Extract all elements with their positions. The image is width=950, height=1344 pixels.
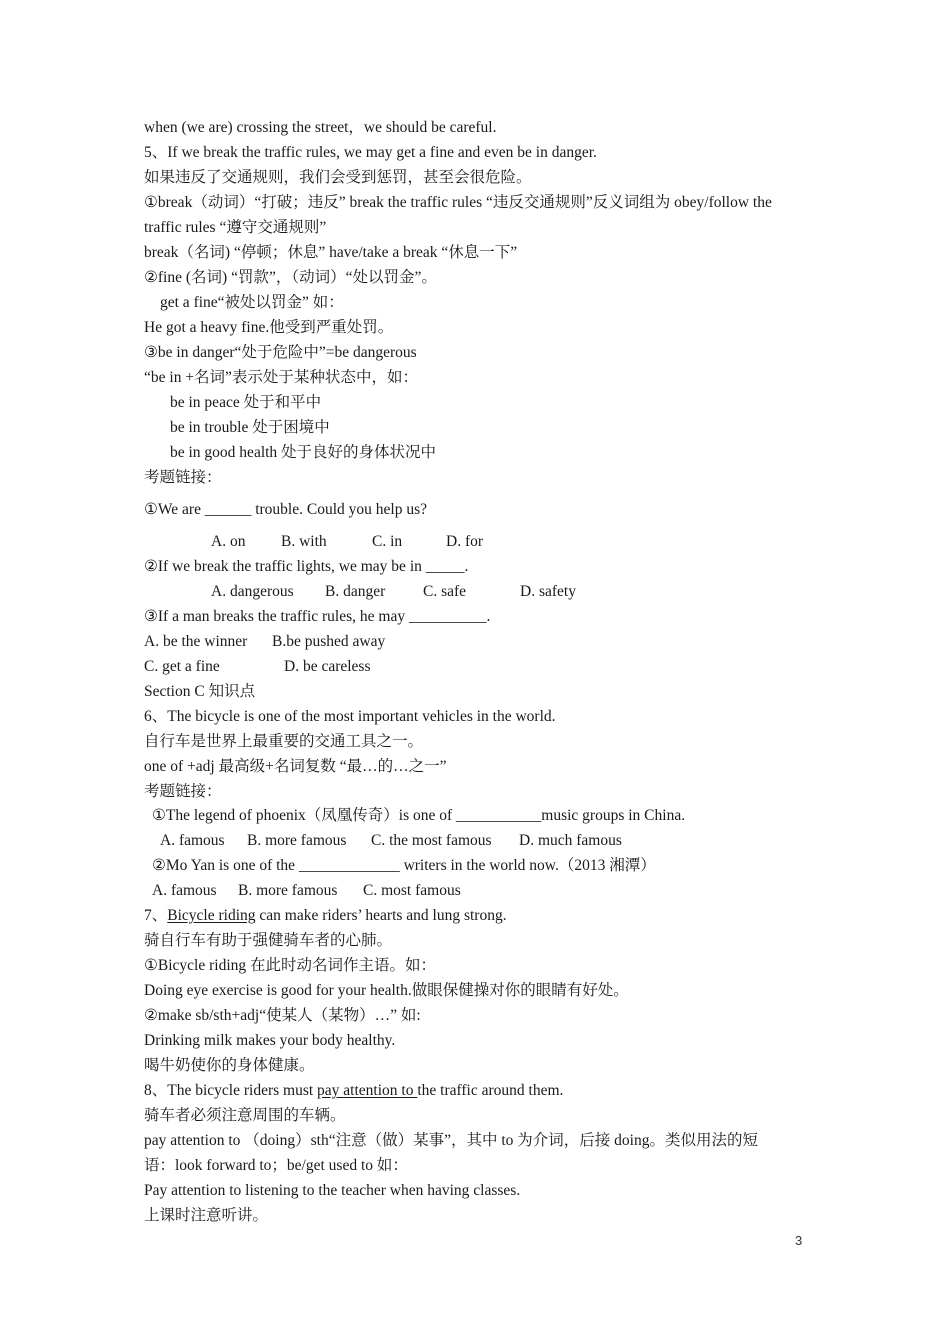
question-2-options: [211, 582, 576, 602]
question-3-options-row-1: [144, 632, 385, 652]
option: C. most famous: [363, 882, 461, 899]
example-sentence: Drinking milk makes your body healthy.: [144, 1032, 396, 1049]
example-phrase: be in good health 处于良好的身体状况中: [170, 444, 437, 461]
option: D. be careless: [284, 658, 371, 675]
question-phoenix: ①The legend of phoenix（凤凰传奇）is one of ___________music groups in China.: [152, 807, 686, 824]
example-phrase: be in trouble 处于困境中: [170, 419, 330, 436]
option: A. famous: [152, 882, 217, 899]
example-translation: 喝牛奶使你的身体健康。: [144, 1057, 315, 1074]
note-get-a-fine: get a fine“被处以罚金” 如：: [160, 294, 344, 311]
note-make-sb: ②make sb/sth+adj“使某人（某物）…” 如:: [144, 1007, 421, 1024]
question-1: ①We are ______ trouble. Could you help us?: [144, 501, 427, 518]
example-sentence: He got a heavy fine.他受到严重处罚。: [144, 319, 394, 336]
question-2: ②If we break the traffic lights, we may be in _____.: [144, 558, 469, 575]
note-break-verb: ①break（动词）“打破；违反” break the traffic rules “违反交通规则”反义词组为 obey/follow the: [144, 194, 772, 211]
note-break-noun: break（名词) “停顿；休息” have/take a break “休息一下”: [144, 244, 518, 261]
note-one-of: one of +adj 最高级+名词复数 “最…的…之一”: [144, 758, 447, 775]
question-3-options-row-2: [144, 657, 371, 677]
note-be-in-noun: “be in +名词”表示处于某种状态中，如：: [144, 369, 418, 386]
option: D. for: [446, 533, 484, 550]
sentence-start: 8、The bicycle riders must: [144, 1082, 318, 1099]
question-phoenix-options: [160, 831, 622, 851]
example-sentence: Pay attention to listening to the teacher when having classes.: [144, 1182, 521, 1199]
question-mo-yan: ②Mo Yan is one of the _____________ writers in the world now.（2013 湘潭）: [152, 857, 656, 874]
example-translation: 上课时注意听讲。: [144, 1207, 269, 1224]
example-phrase: be in peace 处于和平中: [170, 394, 322, 411]
option: B. with: [281, 533, 327, 550]
item-6-translation: 自行车是世界上最重要的交通工具之一。: [144, 733, 424, 750]
option: D. much famous: [519, 832, 622, 849]
note-be-in-danger: ③be in danger“处于危险中”=be dangerous: [144, 344, 417, 361]
item-8-sentence: [144, 1081, 563, 1101]
option: C. in: [372, 533, 403, 550]
option: A. on: [211, 533, 246, 550]
item-7-sentence: [144, 906, 507, 926]
sentence-rest: can make riders’ hearts and lung strong.: [255, 907, 507, 924]
item-5-translation: 如果违反了交通规则，我们会受到惩罚，甚至会很危险。: [144, 169, 532, 186]
note-gerund-subject: ①Bicycle riding 在此时动名词作主语。如：: [144, 957, 437, 974]
section-c-heading: Section C 知识点: [144, 683, 256, 700]
item-7-translation: 骑自行车有助于强健骑车者的心肺。: [144, 932, 393, 949]
option: C. the most famous: [371, 832, 492, 849]
item-5-sentence: 5、If we break the traffic rules, we may get a fine and even be in danger.: [144, 144, 597, 161]
option: B. more famous: [247, 832, 347, 849]
option: B. more famous: [238, 882, 338, 899]
option: A. dangerous: [211, 583, 294, 600]
question-3: ③If a man breaks the traffic rules, he may __________.: [144, 608, 491, 625]
option: A. famous: [160, 832, 225, 849]
option: B.be pushed away: [272, 633, 386, 650]
underlined-phrase: Bicycle riding: [167, 907, 256, 924]
exam-link-heading: 考题链接：: [144, 469, 222, 486]
question-mo-yan-options: [152, 881, 461, 901]
item-prefix: 7、: [144, 907, 168, 924]
text-line: when (we are) crossing the street，we should be careful.: [144, 119, 497, 136]
note-fine: ②fine (名词) “罚款”，（动词）“处以罚金”。: [144, 269, 437, 286]
item-6-sentence: 6、The bicycle is one of the most important vehicles in the world.: [144, 708, 556, 725]
note-break-verb-cont: traffic rules “遵守交通规则”: [144, 219, 327, 236]
option: D. safety: [520, 583, 576, 600]
note-pay-attention: pay attention to （doing）sth“注意（做）某事”，其中 to 为介词，后接 doing。类似用法的短: [144, 1132, 758, 1149]
option: C. get a fine: [144, 658, 220, 675]
question-1-options: [211, 532, 483, 552]
option: B. danger: [325, 583, 386, 600]
underlined-phrase: pay attention to: [317, 1082, 418, 1099]
note-pay-attention-cont: 语：look forward to；be/get used to 如：: [144, 1157, 408, 1174]
sentence-rest: the traffic around them.: [417, 1082, 564, 1099]
page-number: 3: [795, 1233, 803, 1248]
item-8-translation: 骑车者必须注意周围的车辆。: [144, 1107, 346, 1124]
option: C. safe: [423, 583, 467, 600]
exam-link-heading: 考题链接：: [144, 783, 222, 800]
option: A. be the winner: [144, 633, 248, 650]
example-sentence: Doing eye exercise is good for your health.做眼保健操对你的眼睛有好处。: [144, 982, 629, 999]
